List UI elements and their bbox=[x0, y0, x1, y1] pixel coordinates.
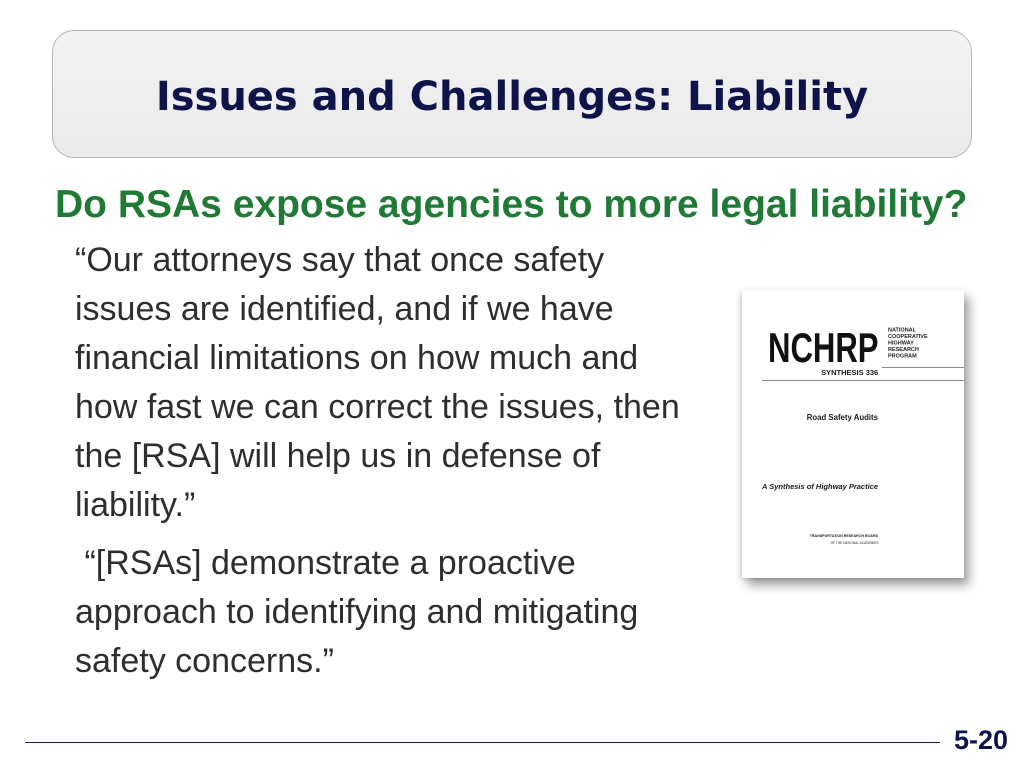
report-subtitle: A Synthesis of Highway Practice bbox=[761, 482, 878, 491]
cover-divider bbox=[762, 380, 964, 381]
report-title: Road Safety Audits bbox=[806, 413, 878, 423]
quote-line: financial limitations on how much and bbox=[75, 339, 639, 377]
slide-number: 5-20 bbox=[953, 725, 1008, 755]
program-name-line: NATIONAL bbox=[888, 327, 917, 333]
quote-line: issues are identified, and if we have bbox=[75, 290, 614, 328]
quote-line: approach to identifying and mitigating bbox=[75, 593, 639, 631]
publisher-subline: OF THE NATIONAL ACADEMIES bbox=[830, 541, 878, 545]
quote-line: the [RSA] will help us in defense of bbox=[75, 437, 601, 475]
report-cover-image bbox=[742, 290, 964, 578]
quote-paragraph bbox=[75, 539, 638, 686]
nchrp-logo: NCHRP bbox=[768, 324, 879, 371]
cover-divider bbox=[882, 367, 964, 368]
quote-line: safety concerns.” bbox=[75, 642, 334, 680]
quote-line: “[RSAs] demonstrate a proactive bbox=[75, 544, 576, 582]
quote-line: liability.” bbox=[75, 486, 196, 524]
slide-title: Issues and Challenges: Liability bbox=[155, 74, 869, 120]
publisher-name: TRANSPORTATION RESEARCH BOARD bbox=[809, 534, 878, 538]
title-banner bbox=[52, 30, 972, 158]
footer-divider bbox=[25, 742, 940, 743]
program-name-line: PROGRAM bbox=[888, 353, 917, 359]
quote-paragraph bbox=[75, 236, 680, 530]
program-name-line: COOPERATIVE bbox=[888, 333, 928, 340]
quote-line: “Our attorneys say that once safety bbox=[75, 241, 605, 279]
program-name-line: RESEARCH bbox=[888, 346, 919, 353]
quote-line: how fast we can correct the issues, then bbox=[75, 388, 680, 426]
program-name-line: HIGHWAY bbox=[888, 340, 914, 346]
program-name bbox=[888, 327, 928, 360]
slide-subtitle: Do RSAs expose agencies to more legal liability? bbox=[55, 183, 968, 226]
series-label: SYNTHESIS 336 bbox=[820, 368, 878, 377]
